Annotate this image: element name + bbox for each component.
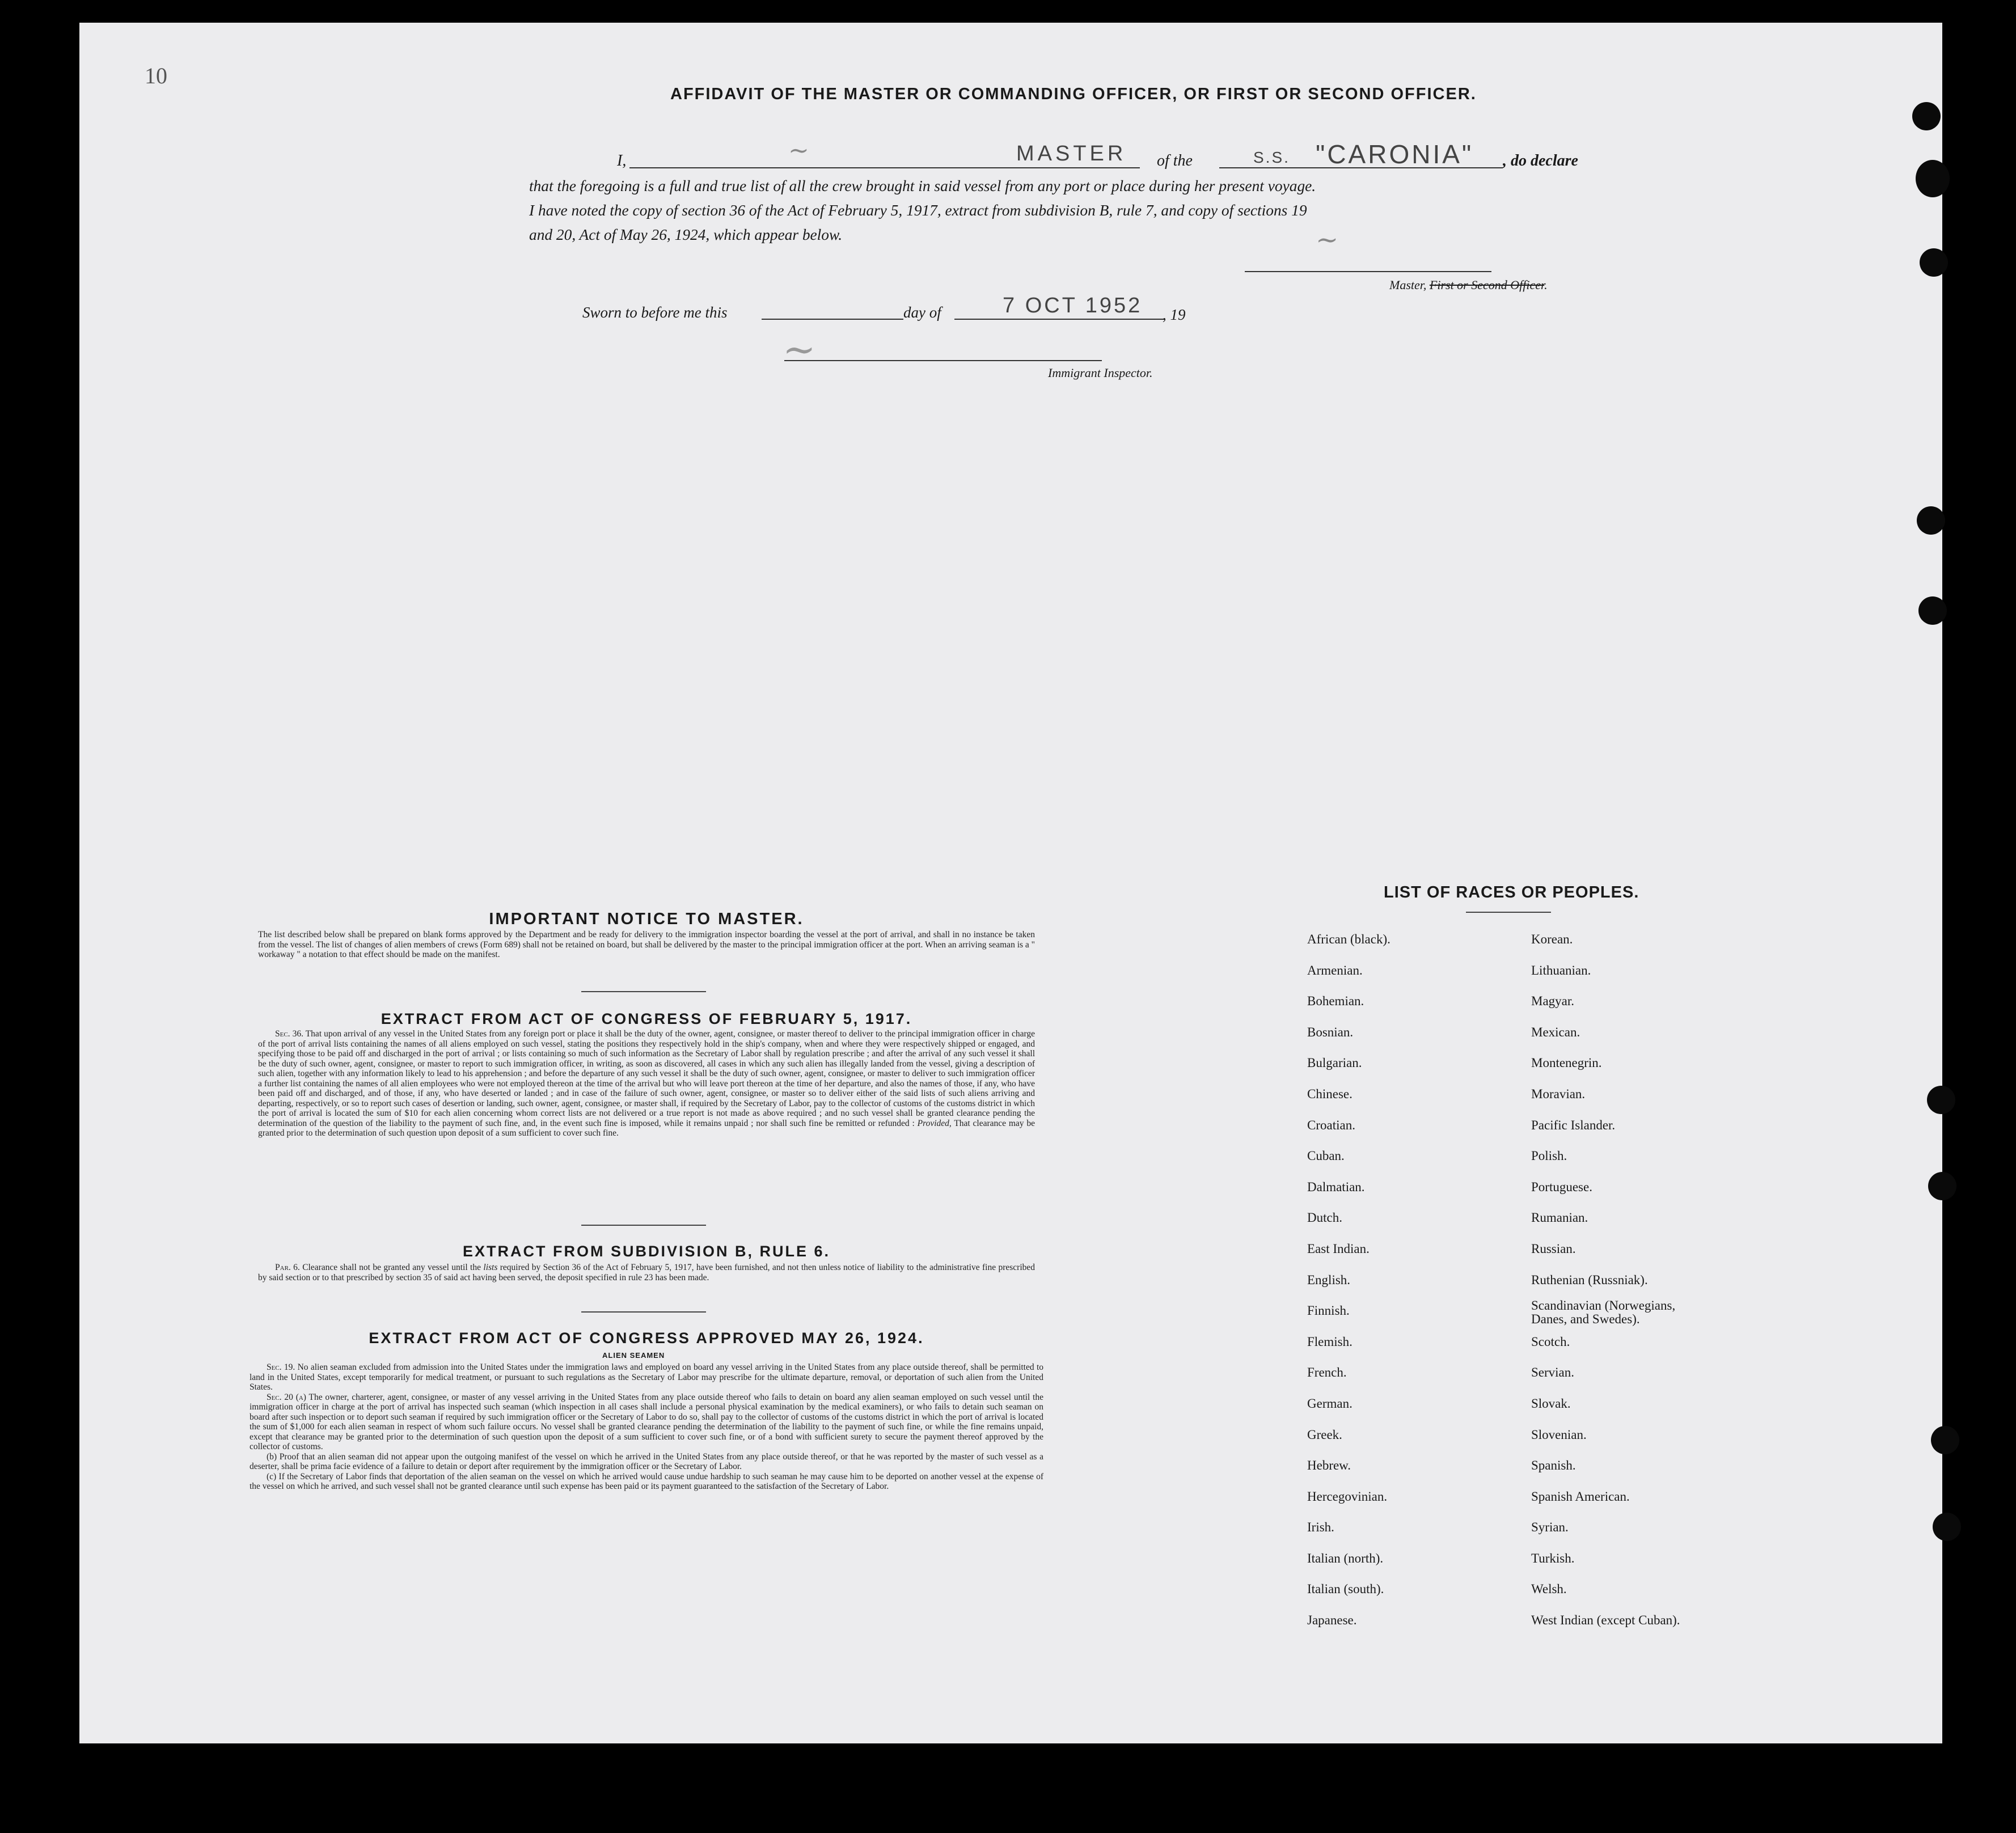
vessel-prefix: S.S. bbox=[1253, 149, 1290, 166]
extract-1924-subtitle: ALIEN SEAMEN bbox=[602, 1351, 665, 1360]
race-item: Slovak. bbox=[1531, 1396, 1571, 1411]
race-item: Armenian. bbox=[1307, 963, 1363, 977]
race-item: Bohemian. bbox=[1307, 994, 1364, 1009]
race-item: African (black). bbox=[1307, 932, 1391, 946]
affidavit-line-2: that the foregoing is a full and true list of all the crew brought in said vessel from any port or place during her present voyage. bbox=[529, 177, 1316, 194]
signer-label-row: Master, First or Second Officer. bbox=[1389, 278, 1548, 292]
notice-text: The list described below shall be prepared on blank forms approved by the Department and be ready for delivery to the immigration inspector boarding the vessel at the port of arrival, and shall in no instance be taken from the vessel. The list of changes of alien members of crews (Form 689) shall not be retained on board, but shall be delivered by the master to the principal immigration officer at the port. When an arriving seaman is a " workaway " a notation to that effect should be made on the manifest. bbox=[258, 930, 1035, 959]
sworn-date-line bbox=[954, 319, 1164, 320]
sworn-text: Sworn to before me this bbox=[582, 304, 728, 321]
punch-hole bbox=[1927, 1086, 1955, 1114]
race-item: Turkish. bbox=[1531, 1551, 1575, 1565]
sec20a-lead: Sec. 20 (a) bbox=[267, 1392, 306, 1402]
race-item: Italian (north). bbox=[1307, 1551, 1384, 1565]
race-item: Dalmatian. bbox=[1307, 1179, 1365, 1194]
race-item: Scotch. bbox=[1531, 1334, 1570, 1349]
race-item: Russian. bbox=[1531, 1241, 1576, 1256]
race-item: West Indian (except Cuban). bbox=[1531, 1613, 1680, 1628]
punch-hole bbox=[1928, 1172, 1956, 1200]
race-item: Dutch. bbox=[1307, 1210, 1342, 1225]
race-item: Ruthenian (Russniak). bbox=[1531, 1272, 1648, 1287]
race-item: Hebrew. bbox=[1307, 1458, 1351, 1473]
race-item: Portuguese. bbox=[1531, 1179, 1592, 1194]
punch-hole bbox=[1931, 1426, 1959, 1454]
extract-1917-body: That upon arrival of any vessel in the United States from any foreign port or place it shall be the duty of the owner, agent, consignee, or master thereof to deliver to the principal immigration officer in charge of the port of arrival lists containing the names of all aliens employed on such vessel, stating the positions they respectively hold in the ship's company, when and where they were respectively shipped or engaged, and specifying those to be paid off and discharged in the port of arrival ; or lists containing so much of such information as the Secretary of Labor shall by regulation prescribe ; and after the arrival of any such vessel it shall be the duty of such owner, agent, consignee, or master to report to such immigration officer, in writing, as soon as discovered, all cases in which any such alien has illegally landed from the vessel, giving a description of such alien, together with any information likely to lead to his apprehension ; and before the departure of any such vessel it shall be the duty of such owner, agent, consignee, or master to deliver to such immigration officer a further list containing the names of all alien employees who were not employed thereon at the time of the arrival but who will leave port thereon at the time of her departure, and also the names of those, if any, who have been paid off and discharged, and of those, if any, who have deserted or landed ; and in case of the failure of such owner, agent, consignee, or master so to deliver either of the said lists of such aliens arriving and departing, respectively, or so to report such cases of desertion or landing, such owner, agent, consignee, or master shall, if required by the Secretary of Labor, pay to the collector of customs of the customs district in which the port of arrival is located the sum of $10 for each alien concerning whom correct lists are not delivered or a true report is not made as above required ; and no such vessel shall be granted clearance pending the determination of the question of the liability to the payment of such fine, and, in the event such fine is imposed, while it remains unpaid ; nor shall such fine be remitted or refunded : bbox=[258, 1029, 1035, 1128]
race-item: Cuban. bbox=[1307, 1149, 1345, 1163]
race-item: Moravian. bbox=[1531, 1086, 1586, 1101]
race-item: Hercegovinian. bbox=[1307, 1489, 1388, 1504]
race-item: Finnish. bbox=[1307, 1303, 1350, 1318]
affidavit-title: AFFIDAVIT OF THE MASTER OR COMMANDING OFFICER, OR FIRST OR SECOND OFFICER. bbox=[670, 85, 1477, 103]
affidavit-line-4: and 20, Act of May 26, 1924, which appear below. bbox=[529, 226, 843, 243]
day-of-label: day of bbox=[903, 304, 941, 321]
punch-hole bbox=[1918, 596, 1947, 625]
sec20c-text: If the Secretary of Labor finds that deportation of the alien seaman on the vessel on which he arrived would cause undue hardship to such seaman he may cause him to be deported on another vessel at the expense of the vessel on which he arrived, and such vessel shall not be granted clearance until such expense has been paid or its payment guaranteed to the satisfaction of the Secretary of Labor. bbox=[250, 1471, 1043, 1491]
race-item: Irish. bbox=[1307, 1520, 1334, 1535]
subdivision-title: EXTRACT FROM SUBDIVISION B, RULE 6. bbox=[462, 1243, 831, 1260]
master-name-line bbox=[629, 167, 1140, 168]
race-item: Japanese. bbox=[1307, 1613, 1357, 1628]
race-item: Pacific Islander. bbox=[1531, 1117, 1616, 1132]
race-item: Magyar. bbox=[1531, 994, 1575, 1009]
race-item: Rumanian. bbox=[1531, 1210, 1588, 1225]
race-item: Bosnian. bbox=[1307, 1025, 1354, 1039]
extract-1924-title: EXTRACT FROM ACT OF CONGRESS APPROVED MAY 26, 1924. bbox=[369, 1330, 924, 1347]
race-item: East Indian. bbox=[1307, 1241, 1370, 1256]
race-item: Lithuanian. bbox=[1531, 963, 1591, 977]
master-signature: ~ bbox=[788, 136, 809, 165]
subdivision-lists-word: lists bbox=[483, 1263, 498, 1272]
extract-1917-proviso: That clearance may be granted prior to the determination of such question upon deposit of a sum sufficient to cover such fine. bbox=[258, 1118, 1035, 1138]
sec20a-text: The owner, charterer, agent, consignee, or master of any vessel arriving in the United States from any place outside thereof who fails to detain on board any alien seaman employed on such vessel until the immigration officer in charge at the port of arrival has inspected such seaman (which inspection in all cases shall include a personal physical examination by the medical examiners), or who fails to detain such seaman on board after such inspection or to deport such seaman if required by such immigration officer or the Secretary of Labor to do so, shall pay to the collector of customs of the customs district in which the port of arrival is located the sum of $1,000 for each alien seaman in respect of whom such failure occurs. No vessel shall be granted clearance pending the determination of the liability to the payment of such fine, or while the fine remains unpaid, except that clearance may be granted prior to the determination of such question upon the deposit of a sum sufficient to cover such fine, or of a bond with sufficient surety to secure the payment thereof approved by the collector of customs. bbox=[250, 1392, 1043, 1451]
signer-label: Master, bbox=[1389, 278, 1427, 292]
extract-1917-proviso-label: Provided, bbox=[917, 1118, 952, 1128]
vessel-name: "CARONIA" bbox=[1316, 139, 1474, 169]
date-stamp: 7 OCT 1952 bbox=[1003, 294, 1143, 318]
sworn-day-line bbox=[762, 319, 903, 320]
punch-hole bbox=[1912, 102, 1941, 130]
extract-1924-text bbox=[250, 1362, 1043, 1492]
races-divider bbox=[1466, 912, 1551, 913]
sec19-text: No alien seaman excluded from admission into the United States under the immigration laws and employed on board any vessel arriving in the United States from any place outside thereof, shall be permitted to land in the United States, except temporarily for medical treatment, or pursuant to such regulations as the Secretary of Labor may prescribe for the ultimate departure, removal, or deportation of such alien from the United States. bbox=[250, 1362, 1043, 1392]
subdivision-lead: Par. 6. bbox=[275, 1263, 300, 1272]
do-declare-label: , do declare bbox=[1503, 152, 1578, 170]
subdivision-text-a: Clearance shall not be granted any vessel until the bbox=[302, 1263, 481, 1272]
race-item: Scandinavian (Norwegians, Danes, and Swedes). bbox=[1531, 1298, 1676, 1327]
race-item: Syrian. bbox=[1531, 1520, 1569, 1535]
signer-struck: First or Second Officer bbox=[1429, 278, 1545, 292]
affidavit-line-3: I have noted the copy of section 36 of the Act of February 5, 1917, extract from subdivision B, rule 7, and copy of sections 19 bbox=[529, 202, 1307, 219]
punch-hole bbox=[1933, 1513, 1961, 1541]
extract-1917-title: EXTRACT FROM ACT OF CONGRESS OF FEBRUARY 5, 1917. bbox=[381, 1010, 912, 1027]
race-item: Chinese. bbox=[1307, 1086, 1353, 1101]
race-item: Mexican. bbox=[1531, 1025, 1580, 1039]
subdivision-text bbox=[258, 1263, 1035, 1282]
races-left-column bbox=[1307, 924, 1391, 1636]
sec20c-lead: (c) bbox=[267, 1471, 277, 1481]
punch-hole bbox=[1920, 248, 1948, 277]
race-item: Italian (south). bbox=[1307, 1582, 1384, 1597]
punch-hole bbox=[1916, 160, 1950, 197]
year-suffix: , 19 bbox=[1163, 306, 1186, 323]
sec19-lead: Sec. 19. bbox=[267, 1362, 295, 1372]
race-item: Spanish. bbox=[1531, 1458, 1576, 1473]
corner-mark: 10 bbox=[145, 63, 167, 88]
race-item: French. bbox=[1307, 1365, 1347, 1380]
sec20b-text: Proof that an alien seaman did not appear upon the outgoing manifest of the vessel on which he arrived in the United States from any place outside thereof, or that he was reported by the master of such vessel as a deserter, shall be prima facie evidence of a failure to detain or deport after requirement by the immigration officer or the Secretary of Labor. bbox=[250, 1451, 1043, 1471]
race-item: English. bbox=[1307, 1272, 1351, 1287]
race-item: Polish. bbox=[1531, 1149, 1567, 1163]
race-item: Korean. bbox=[1531, 932, 1573, 946]
inspector-line bbox=[784, 360, 1102, 361]
races-right-column bbox=[1531, 924, 1680, 1636]
race-item: Montenegrin. bbox=[1531, 1056, 1602, 1070]
race-item: Spanish American. bbox=[1531, 1489, 1630, 1504]
sec20b-lead: (b) bbox=[267, 1451, 277, 1462]
race-item: Croatian. bbox=[1307, 1117, 1355, 1132]
punch-hole bbox=[1917, 506, 1945, 535]
extract-1917-lead: Sec. 36. bbox=[275, 1029, 303, 1039]
subdivision-text-b: required by Section 36 of the Act of February 5, 1917, have been furnished, and not then unless notice of liability to the administrative fine prescribed by said section or to that prescribed by section 35 of said act having been served, the deposit specified in rule 23 has been made. bbox=[258, 1263, 1036, 1282]
race-item: Bulgarian. bbox=[1307, 1056, 1362, 1070]
race-item: Flemish. bbox=[1307, 1334, 1353, 1349]
extract-1917-text bbox=[258, 1029, 1035, 1138]
inspector-label: Immigrant Inspector. bbox=[1048, 366, 1153, 380]
race-item: Greek. bbox=[1307, 1427, 1342, 1442]
race-item: Servian. bbox=[1531, 1365, 1575, 1380]
master-stamp: MASTER bbox=[1016, 142, 1127, 166]
race-item: German. bbox=[1307, 1396, 1353, 1411]
notice-title: IMPORTANT NOTICE TO MASTER. bbox=[489, 910, 804, 928]
master-signature-second: ~ bbox=[1316, 224, 1339, 256]
divider bbox=[581, 1225, 706, 1226]
affidavit-i-label: I, bbox=[617, 152, 627, 170]
signer-line bbox=[1245, 271, 1491, 272]
inspector-signature: ~ bbox=[783, 326, 816, 372]
of-the-label: of the bbox=[1157, 152, 1193, 170]
races-title: LIST OF RACES OR PEOPLES. bbox=[1384, 883, 1639, 901]
divider bbox=[581, 991, 706, 992]
race-item: Welsh. bbox=[1531, 1582, 1567, 1597]
race-item: Slovenian. bbox=[1531, 1427, 1587, 1442]
divider bbox=[581, 1311, 706, 1313]
